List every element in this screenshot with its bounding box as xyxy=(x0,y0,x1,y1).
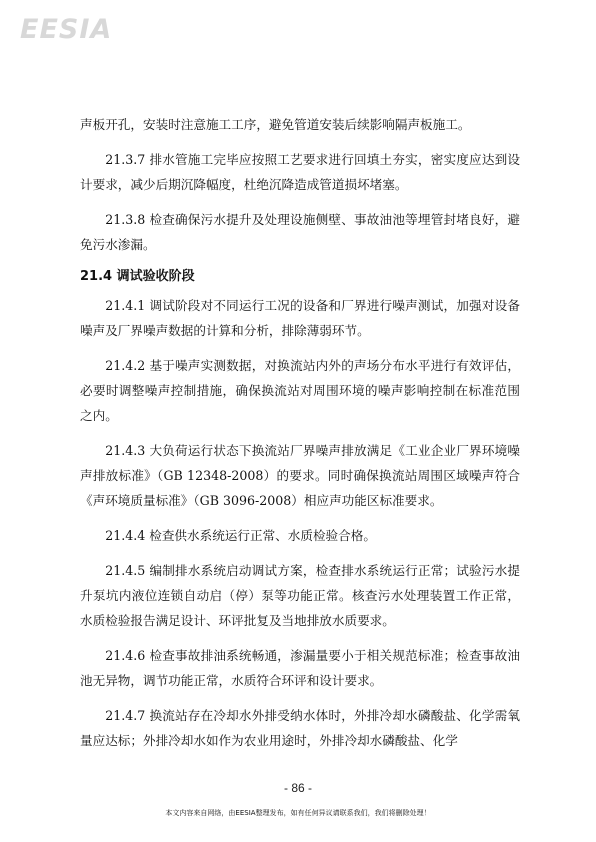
paragraph-21-4-4: 21.4.4 检查供水系统运行正常、水质检验合格。 xyxy=(105,528,376,543)
footer-disclaimer: 本文内容来自网络，由EESIA整理发布，如有任何异议请联系我们，我们将删除处理！ xyxy=(165,809,431,817)
paragraph-continuation: 声板开孔，安装时注意施工工序，避免管道安装后续影响隔声板施工。 xyxy=(80,117,471,132)
paragraph-21-4-7: 21.4.7 换流站存在冷却水外排受纳水体时，外排冷却水磷酸盐、化学需氧量应达标；外排冷却水如作为农业用途时，外排冷却水磷酸盐、化学 xyxy=(80,708,520,748)
paragraph-21-4-5: 21.4.5 编制排水系统启动调试方案，检查排水系统运行正常；试验污水提升泵坑内液位连锁自动启（停）泵等功能正常。核查污水处理装置工作正常，水质检验报告满足设计、环评批复及当地排放水质要求。 xyxy=(80,563,520,628)
page-number: - 86 - xyxy=(283,781,312,795)
eesia-logo: EESIA xyxy=(20,14,113,45)
document-body xyxy=(80,112,520,763)
paragraph-21-3-8: 21.3.8 检查确保污水提升及处理设施侧壁、事故油池等埋管封堵良好，避免污水渗漏。 xyxy=(80,212,520,252)
paragraph-21-4-6: 21.4.6 检查事故排油系统畅通，渗漏量要小于相关规范标准；检查事故油池无异物，调节功能正常，水质符合环评和设计要求。 xyxy=(80,648,520,688)
paragraph-21-4-3: 21.4.3 大负荷运行状态下换流站厂界噪声排放满足《工业企业厂界环境噪声排放标准》（GB 12348-2008）的要求。同时确保换流站周围区域噪声符合《声环境质量标准》（GB 3096-2008）相应声功能区标准要求。 xyxy=(80,443,520,508)
paragraph-21-3-7: 21.3.7 排水管施工完毕应按照工艺要求进行回填土夯实，密实度应达到设计要求，减少后期沉降幅度，杜绝沉降造成管道损坏堵塞。 xyxy=(80,152,520,192)
paragraph-21-4-2: 21.4.2 基于噪声实测数据，对换流站内外的声场分布水平进行有效评估，必要时调整噪声控制措施，确保换流站对周围环境的噪声影响控制在标准范围之内。 xyxy=(80,358,520,423)
section-heading-21-4: 21.4 调试验收阶段 xyxy=(80,269,195,284)
paragraph-21-4-1: 21.4.1 调试阶段对不同运行工况的设备和厂界进行噪声测试，加强对设备噪声及厂界噪声数据的计算和分析，排除薄弱环节。 xyxy=(80,298,520,338)
